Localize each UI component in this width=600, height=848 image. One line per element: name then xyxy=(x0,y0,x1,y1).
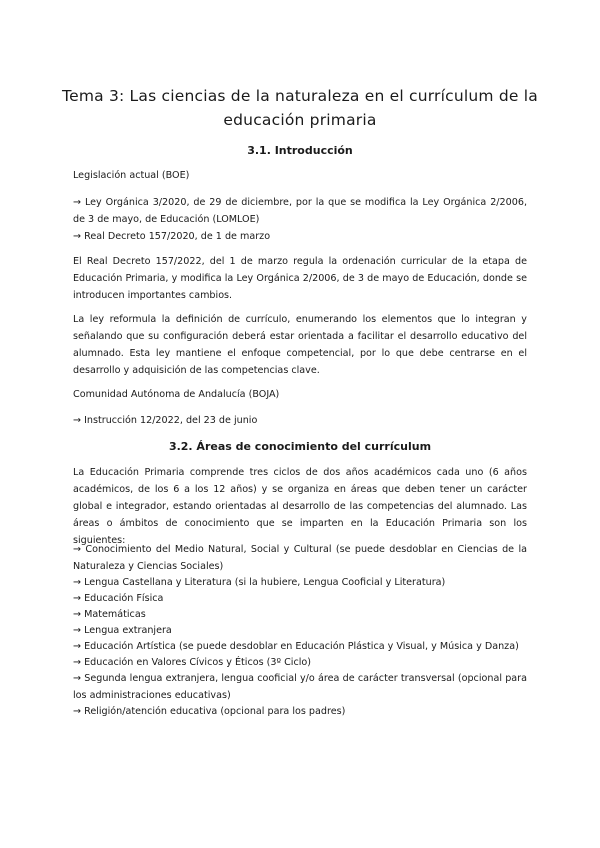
paragraph-ley-curriculo: La ley reformula la definición de currículo, enumerando los elementos que lo integran y señalando que su configuración deberá estar orientada a facilitar el desarrollo educativo del alumnado. Esta ley mantiene el enfoque competencial, por lo que debe centrarse en el desarrollo y adquisición de las competencias clave. xyxy=(73,314,527,376)
title-line-2: educación primaria xyxy=(223,111,377,129)
comunidad-label: Comunidad Autónoma de Andalucía (BOJA) xyxy=(73,389,280,400)
section-heading-areas: 3.2. Áreas de conocimiento del currículum xyxy=(168,440,432,453)
paragraph-real-decreto: El Real Decreto 157/2022, del 1 de marzo regula la ordenación curricular de la etapa de Educación Primaria, y modifica la Ley Orgánica 2/2006, de 3 de mayo de Educación, donde se introducen importantes cambios. xyxy=(73,256,527,301)
area-item-valores-civicos: → Educación en Valores Cívicos y Éticos (3º Ciclo) xyxy=(73,657,312,668)
boja-item: → Instrucción 12/2022, del 23 de junio xyxy=(73,415,258,426)
area-item-educacion-artistica: → Educación Artística (se puede desdoblar en Educación Plástica y Visual, y Música y Danza) xyxy=(73,641,519,652)
area-item-lengua-castellana: → Lengua Castellana y Literatura (si la hubiere, Lengua Cooficial y Literatura) xyxy=(73,577,446,588)
boe-item-lomloe: → Ley Orgánica 3/2020, de 29 de diciembre, por la que se modifica la Ley Orgánica 2/2006, de 3 de mayo, de Educación (LOMLOE) xyxy=(73,197,527,225)
title-line-1: Tema 3: Las ciencias de la naturaleza en el currículum de la xyxy=(62,87,538,105)
area-item-educacion-fisica: → Educación Física xyxy=(73,593,164,604)
area-item-conocimiento-medio: → Conocimiento del Medio Natural, Social y Cultural (se puede desdoblar en Ciencias de la Naturaleza y Ciencias Sociales) xyxy=(73,544,527,572)
document-title xyxy=(60,84,540,132)
boe-item-real-decreto: → Real Decreto 157/2020, de 1 de marzo xyxy=(73,231,271,242)
area-item-segunda-lengua: → Segunda lengua extranjera, lengua cooficial y/o área de carácter transversal (opcional para los administraciones educativas) xyxy=(73,673,527,701)
area-item-religion: → Religión/atención educativa (opcional para los padres) xyxy=(73,706,346,717)
area-item-matematicas: → Matemáticas xyxy=(73,609,146,620)
area-item-lengua-extranjera: → Lengua extranjera xyxy=(73,625,172,636)
legislation-label: Legislación actual (BOE) xyxy=(73,170,190,181)
section-heading-introduccion: 3.1. Introducción xyxy=(247,144,353,157)
paragraph-areas: La Educación Primaria comprende tres ciclos de dos años académicos cada uno (6 años académicos, de los 6 a los 12 años) y se organiza en áreas que deben tener un carácter global e integrador, estando orientadas al desarrollo de las competencias del alumnado. Las áreas o ámbitos de conocimiento que se imparten en la Educación Primaria son los siguientes: xyxy=(73,467,527,546)
